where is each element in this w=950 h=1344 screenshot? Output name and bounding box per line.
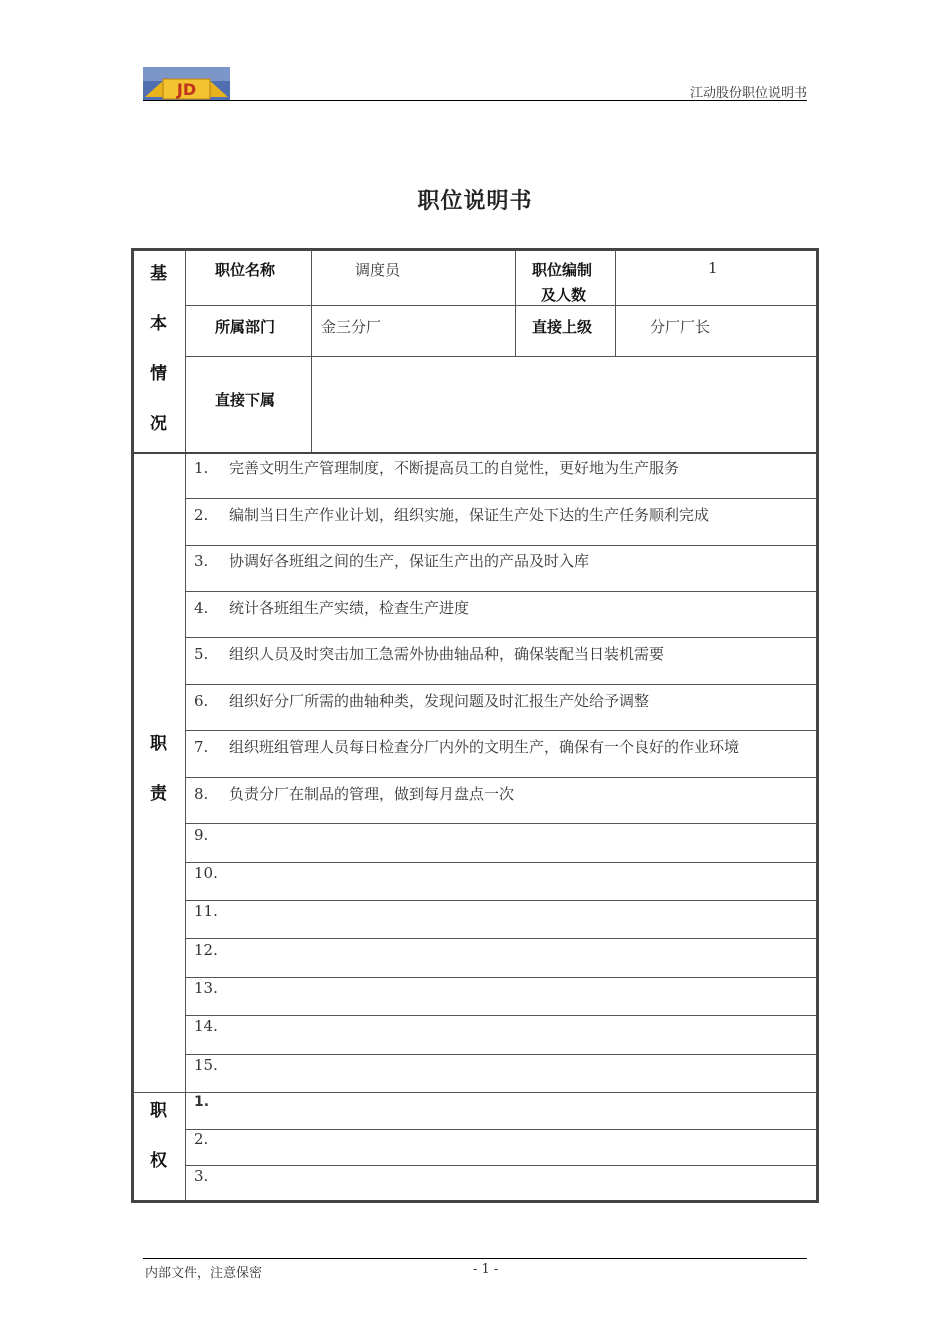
section-label-char: 基 <box>150 264 167 284</box>
duty-row-line <box>185 977 817 978</box>
duty-text: 完善文明生产管理制度，不断提高员工的自觉性，更好地为生产服务 <box>229 459 680 477</box>
duty-item <box>194 550 589 571</box>
duty-row-line <box>185 591 817 592</box>
authority-item <box>194 1167 229 1185</box>
duty-row-line <box>185 938 817 939</box>
duty-item <box>194 864 229 882</box>
duty-number: 10. <box>194 864 218 882</box>
authority-row-line <box>185 1129 817 1130</box>
headcount-value: 1 <box>708 259 718 277</box>
footer-divider <box>143 1258 807 1259</box>
duty-row-line <box>185 862 817 863</box>
duty-number: 1. <box>194 459 209 477</box>
duty-number: 12. <box>194 941 218 959</box>
duty-number: 9. <box>194 826 209 844</box>
duty-text: 负责分厂在制品的管理，做到每月盘点一次 <box>229 785 515 803</box>
section-divider <box>133 452 817 454</box>
doc-series-title: 江动股份职位说明书 <box>689 86 807 101</box>
company-logo <box>143 67 230 101</box>
direct-superior-label: 直接上级 <box>532 318 593 336</box>
authority-row-line <box>185 1165 817 1166</box>
duty-number: 15. <box>194 1056 218 1074</box>
department-label: 所属部门 <box>215 318 276 336</box>
section-label-char: 本 <box>150 314 167 334</box>
authority-number: 1. <box>194 1094 210 1110</box>
duty-row-line <box>185 900 817 901</box>
duty-row-line <box>185 1054 817 1055</box>
duty-number: 5. <box>194 645 209 663</box>
section-label-column-divider <box>185 250 186 1201</box>
duty-item <box>194 902 229 920</box>
section-label-char: 责 <box>150 784 167 804</box>
duty-row-line <box>185 637 817 638</box>
duty-number: 13. <box>194 979 218 997</box>
duty-row-line <box>185 1015 817 1016</box>
duty-item <box>194 1056 229 1074</box>
basic-grid-line <box>311 250 312 452</box>
duty-item <box>194 504 709 525</box>
authority-number: 3. <box>194 1167 209 1185</box>
duty-item <box>194 979 229 997</box>
duty-number: 8. <box>194 785 209 803</box>
duty-text: 组织班组管理人员每日检查分厂内外的文明生产，确保有一个良好的作业环境 <box>229 738 740 756</box>
duty-item <box>194 643 664 664</box>
direct-superior-value: 分厂厂长 <box>650 318 711 336</box>
basic-grid-line <box>615 250 616 356</box>
duty-number: 6. <box>194 692 209 710</box>
duty-item <box>194 1017 229 1035</box>
duty-number: 14. <box>194 1017 218 1035</box>
duty-item <box>194 736 739 757</box>
basic-grid-line <box>185 305 817 306</box>
section-label-char: 职 <box>150 734 167 754</box>
header-divider <box>143 100 807 101</box>
authority-number: 2. <box>194 1130 209 1148</box>
position-name-label: 职位名称 <box>215 261 276 279</box>
section-label-char: 情 <box>150 364 167 384</box>
duty-item <box>194 457 679 478</box>
duty-item <box>194 783 514 804</box>
duty-row-line <box>185 545 817 546</box>
page-number: - 1 - <box>473 1262 499 1277</box>
duty-row-line <box>185 684 817 685</box>
duty-row-line <box>185 730 817 731</box>
authority-item <box>194 1130 229 1148</box>
section-label-char: 况 <box>150 414 167 434</box>
duty-item <box>194 597 469 618</box>
duty-text: 协调好各班组之间的生产，保证生产出的产品及时入库 <box>229 552 590 570</box>
headcount-label: 职位编制 <box>532 261 593 279</box>
section-divider <box>133 1092 817 1093</box>
duty-text: 组织好分厂所需的曲轴种类，发现问题及时汇报生产处给予调整 <box>229 692 650 710</box>
section-label-char: 权 <box>150 1151 167 1171</box>
duty-item <box>194 941 229 959</box>
duty-number: 7. <box>194 738 209 756</box>
position-name-value: 调度员 <box>355 261 401 279</box>
basic-grid-line <box>185 356 817 357</box>
duty-text: 组织人员及时突击加工急需外协曲轴品种，确保装配当日装机需要 <box>229 645 665 663</box>
headcount-label-line2: 及人数 <box>541 286 587 304</box>
duty-text: 统计各班组生产实绩，检查生产进度 <box>229 599 470 617</box>
duty-row-line <box>185 823 817 824</box>
confidential-notice: 内部文件，注意保密 <box>145 1266 263 1281</box>
authority-item <box>194 1094 229 1110</box>
duty-number: 3. <box>194 552 209 570</box>
direct-subordinate-label: 直接下属 <box>215 391 276 409</box>
duty-row-line <box>185 498 817 499</box>
duty-number: 2. <box>194 506 209 524</box>
duty-number: 11. <box>194 902 218 920</box>
duty-row-line <box>185 777 817 778</box>
department-value: 金三分厂 <box>321 318 382 336</box>
basic-grid-line <box>515 250 516 356</box>
duty-text: 编制当日生产作业计划，组织实施，保证生产处下达的生产任务顺利完成 <box>229 506 710 524</box>
section-label-char: 职 <box>150 1101 167 1121</box>
logo-lettering: JD <box>176 80 197 99</box>
duty-item <box>194 826 229 844</box>
duty-item <box>194 690 649 711</box>
page-title: 职位说明书 <box>417 189 533 214</box>
duty-number: 4. <box>194 599 209 617</box>
